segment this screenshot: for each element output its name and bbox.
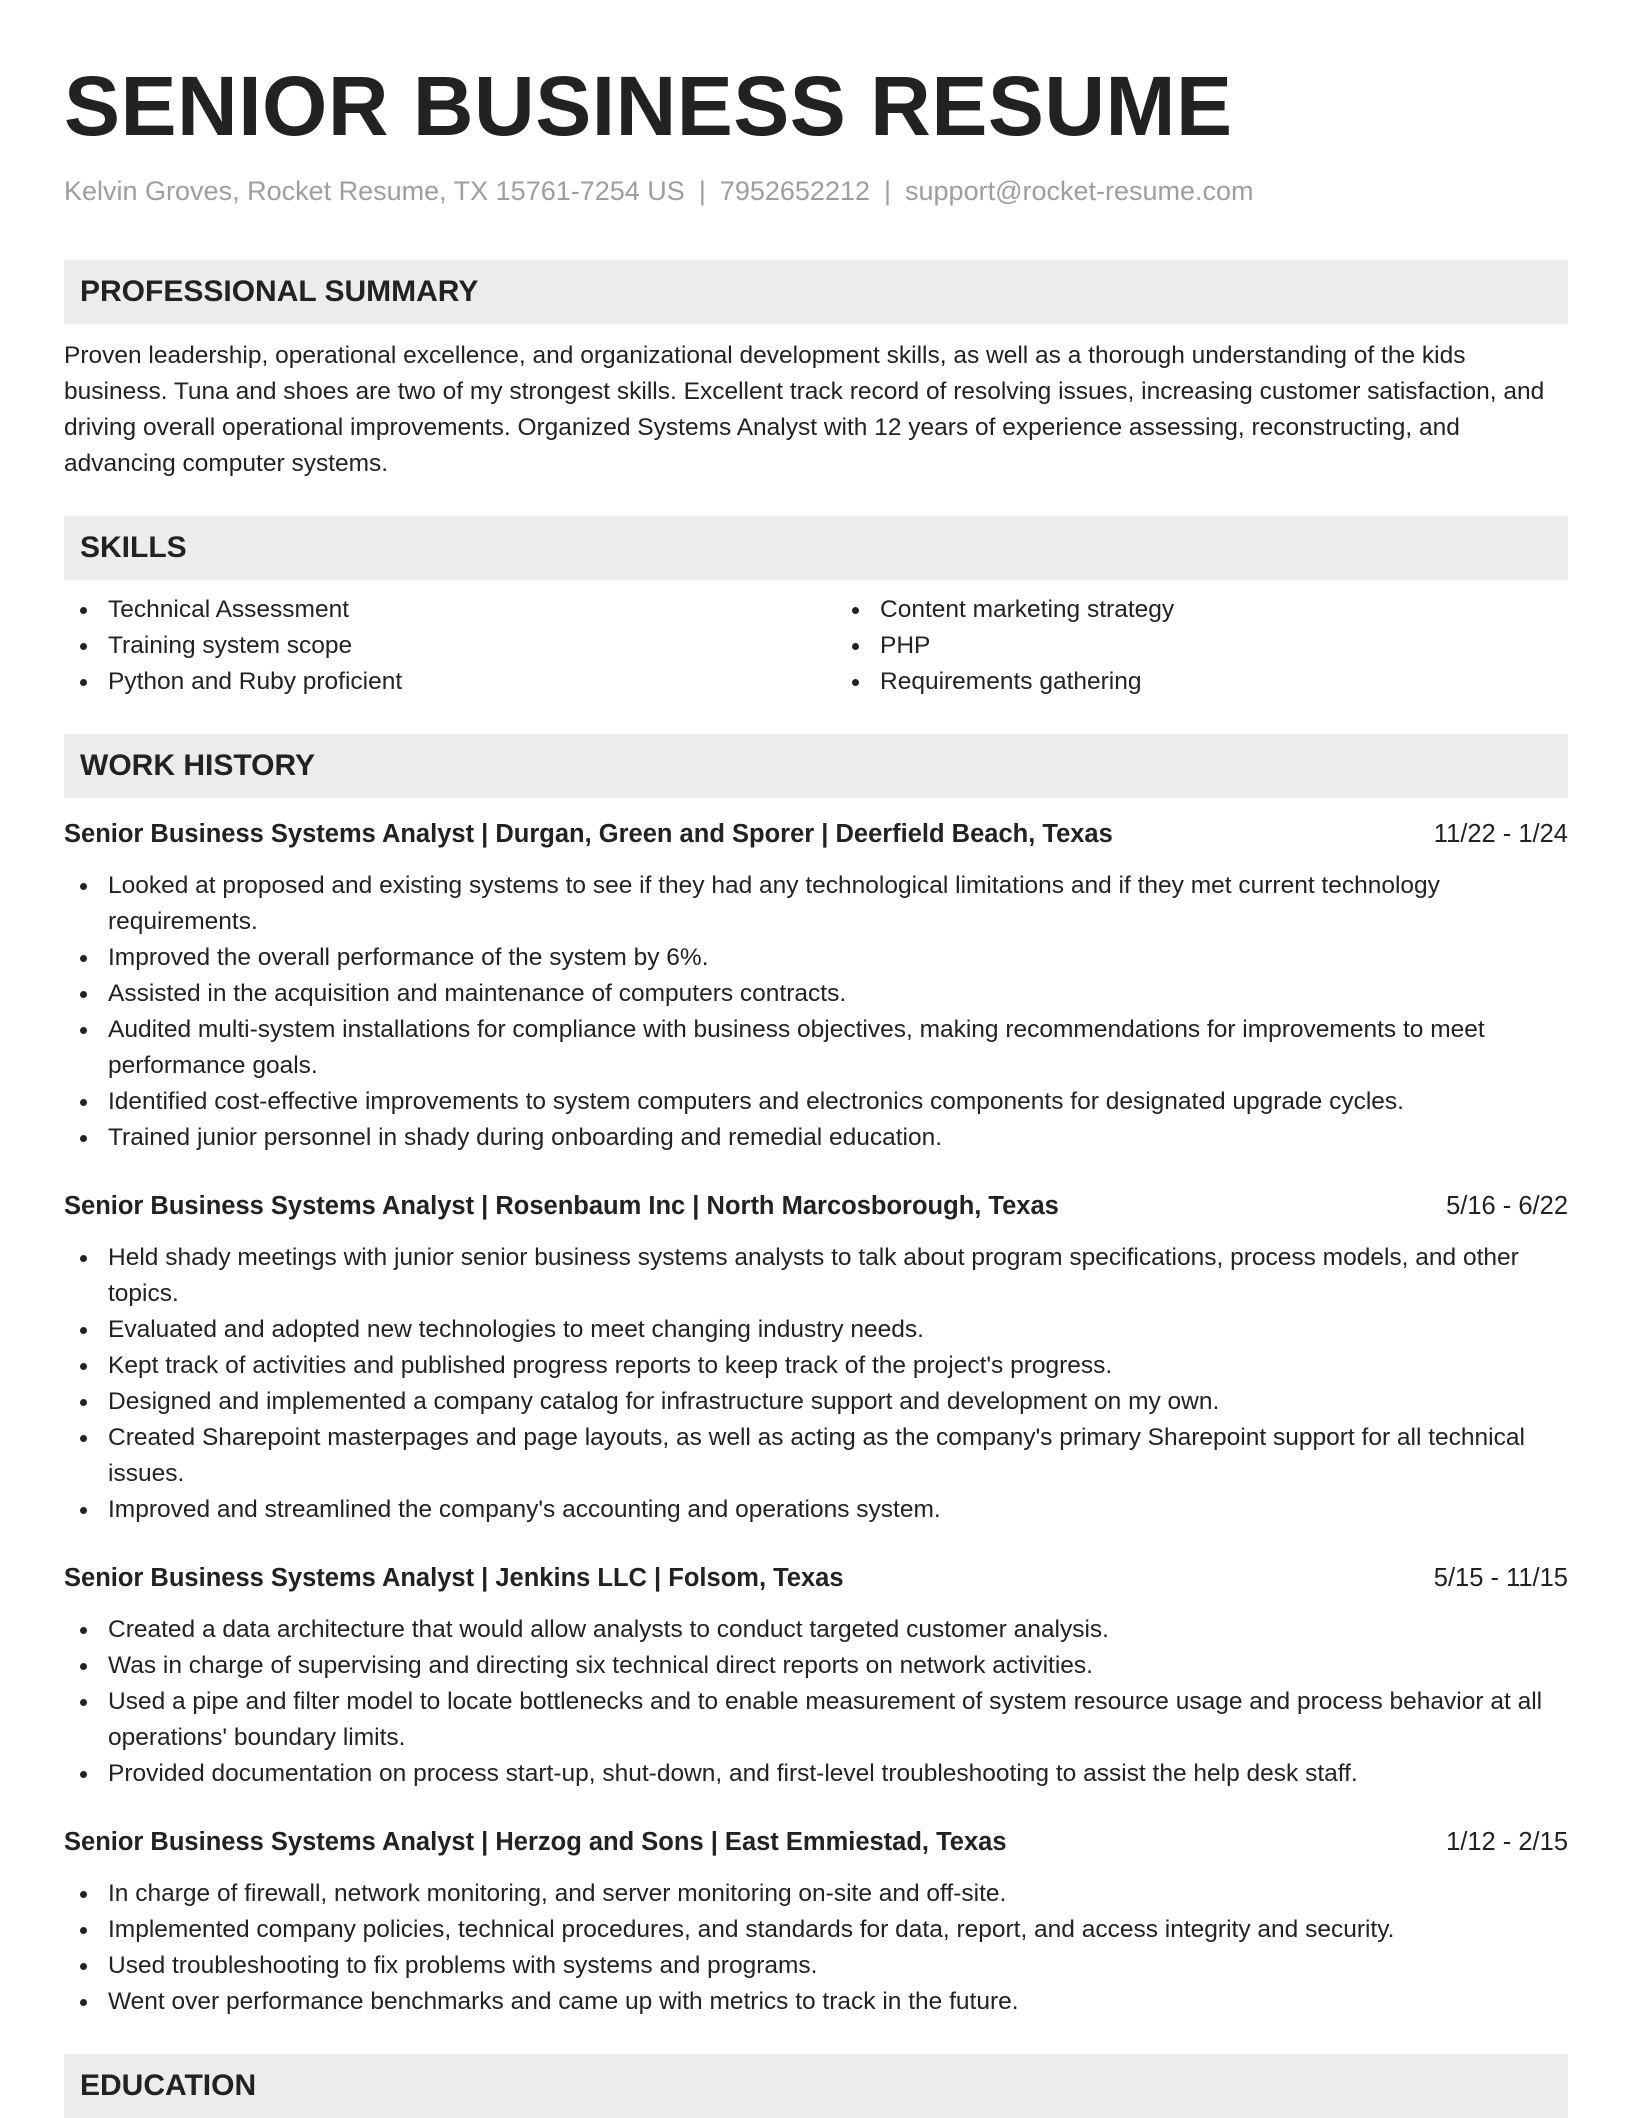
skills-column-left <box>64 592 796 700</box>
job-header <box>64 1560 1568 1596</box>
job-bullet: Assisted in the acquisition and maintenance of computers contracts. <box>64 976 1568 1012</box>
job-bullet: Evaluated and adopted new technologies to meet changing industry needs. <box>64 1312 1568 1348</box>
job-bullet: Implemented company policies, technical procedures, and standards for data, report, and access integrity and security. <box>64 1912 1568 1948</box>
job-bullet: Provided documentation on process start-up, shut-down, and first-level troubleshooting to assist the help desk staff. <box>64 1756 1568 1792</box>
job-bullet: Looked at proposed and existing systems to see if they had any technological limitations and if they met current technology requirements. <box>64 868 1568 940</box>
job-bullets <box>64 868 1568 1156</box>
job-bullet: Audited multi-system installations for compliance with business objectives, making recommendations for improvements to meet performance goals. <box>64 1012 1568 1084</box>
job-bullet: Created Sharepoint masterpages and page layouts, as well as acting as the company's primary Sharepoint support for all technical issues. <box>64 1420 1568 1492</box>
job-bullet: Improved the overall performance of the system by 6%. <box>64 940 1568 976</box>
job-bullets <box>64 1240 1568 1528</box>
section-header-education: EDUCATION <box>64 2054 1568 2118</box>
job-entry <box>64 1560 1568 1792</box>
job-bullet: Trained junior personnel in shady during onboarding and remedial education. <box>64 1120 1568 1156</box>
section-header-summary: PROFESSIONAL SUMMARY <box>64 260 1568 324</box>
contact-separator: | <box>698 176 706 206</box>
job-bullet: Identified cost-effective improvements to system computers and electronics components for designated upgrade cycles. <box>64 1084 1568 1120</box>
skill-item: PHP <box>836 628 1568 664</box>
contact-separator: | <box>884 176 892 206</box>
job-title: Senior Business Systems Analyst | Rosenbaum Inc | North Marcosborough, Texas <box>64 1192 1059 1220</box>
skill-item: Technical Assessment <box>64 592 796 628</box>
contact-line <box>64 174 1568 208</box>
job-entry <box>64 816 1568 1156</box>
job-bullet: Used troubleshooting to fix problems with systems and programs. <box>64 1948 1568 1984</box>
section-header-work-history: WORK HISTORY <box>64 734 1568 798</box>
skill-item: Python and Ruby proficient <box>64 664 796 700</box>
job-dates: 5/15 - 11/15 <box>1433 1564 1568 1592</box>
skills-column-right <box>836 592 1568 700</box>
job-bullet: Designed and implemented a company catalog for infrastructure support and development on my own. <box>64 1384 1568 1420</box>
job-title: Senior Business Systems Analyst | Durgan, Green and Sporer | Deerfield Beach, Texas <box>64 820 1113 848</box>
skill-item: Training system scope <box>64 628 796 664</box>
job-dates: 11/22 - 1/24 <box>1433 820 1568 848</box>
job-bullet: In charge of firewall, network monitoring, and server monitoring on-site and off-site. <box>64 1876 1568 1912</box>
job-bullet: Held shady meetings with junior senior business systems analysts to talk about program specifications, process models, and other topics. <box>64 1240 1568 1312</box>
contact-email: support@rocket-resume.com <box>905 176 1254 206</box>
skill-item: Content marketing strategy <box>836 592 1568 628</box>
job-bullet: Kept track of activities and published progress reports to keep track of the project's progress. <box>64 1348 1568 1384</box>
job-header <box>64 816 1568 852</box>
job-bullet: Went over performance benchmarks and came up with metrics to track in the future. <box>64 1984 1568 2020</box>
job-bullets <box>64 1612 1568 1792</box>
contact-address: Kelvin Groves, Rocket Resume, TX 15761-7254 US <box>64 176 685 206</box>
section-header-skills: SKILLS <box>64 516 1568 580</box>
job-bullet: Improved and streamlined the company's accounting and operations system. <box>64 1492 1568 1528</box>
job-bullets <box>64 1876 1568 2020</box>
skill-item: Requirements gathering <box>836 664 1568 700</box>
job-dates: 1/12 - 2/15 <box>1446 1828 1568 1856</box>
job-bullet: Was in charge of supervising and directing six technical direct reports on network activities. <box>64 1648 1568 1684</box>
skills-list <box>64 592 1568 700</box>
job-title: Senior Business Systems Analyst | Herzog and Sons | East Emmiestad, Texas <box>64 1828 1007 1856</box>
job-dates: 5/16 - 6/22 <box>1446 1192 1568 1220</box>
job-entry <box>64 1824 1568 2020</box>
summary-text: Proven leadership, operational excellence, and organizational development skills, as well as a thorough understanding of the kids business. Tuna and shoes are two of my strongest skills. Excellent track record of resolving issues, increasing customer satisfaction, and driving overall operational improvements. Organized Systems Analyst with 12 years of experience assessing, reconstructing, and advancing computer systems. <box>64 342 1545 477</box>
resume-title: SENIOR BUSINESS RESUME <box>64 59 1233 153</box>
job-title: Senior Business Systems Analyst | Jenkins LLC | Folsom, Texas <box>64 1564 844 1592</box>
job-entry <box>64 1188 1568 1528</box>
contact-phone: 7952652212 <box>719 176 870 206</box>
job-bullet: Created a data architecture that would allow analysts to conduct targeted customer analysis. <box>64 1612 1568 1648</box>
job-header <box>64 1188 1568 1224</box>
job-header <box>64 1824 1568 1860</box>
job-bullet: Used a pipe and filter model to locate bottlenecks and to enable measurement of system resource usage and process behavior at all operations' boundary limits. <box>64 1684 1568 1756</box>
